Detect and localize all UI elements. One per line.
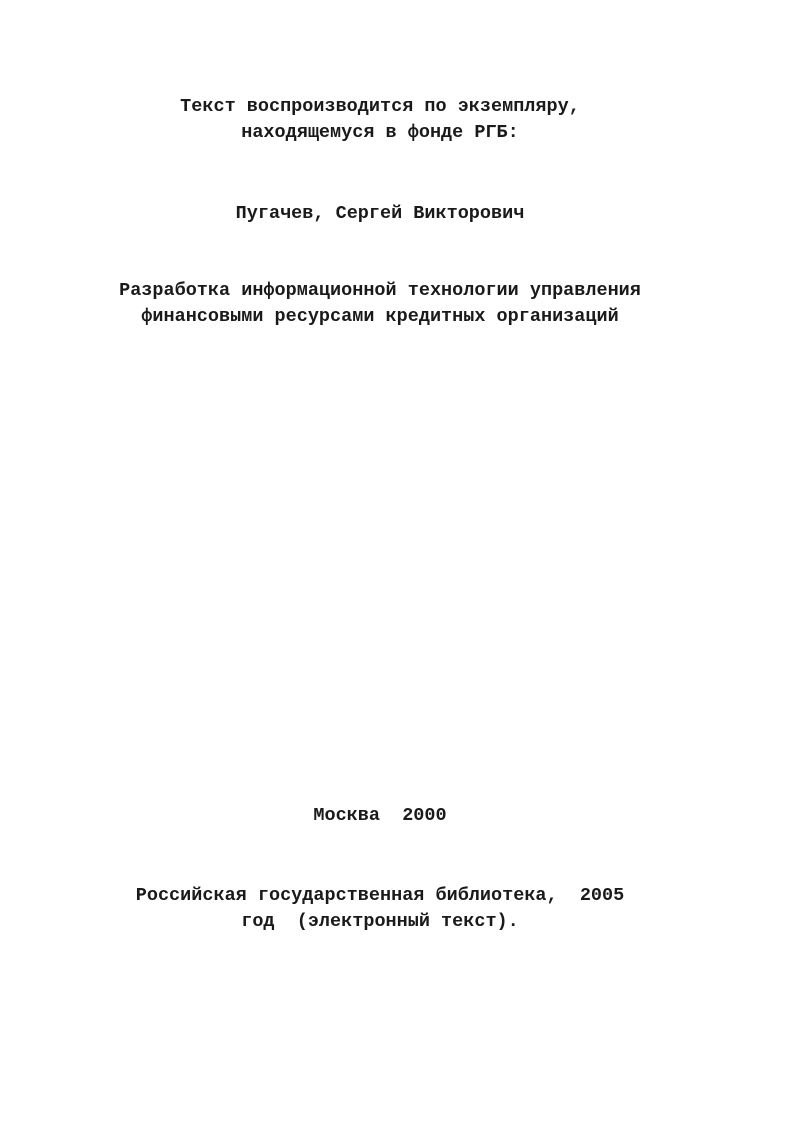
library-notice (0, 883, 760, 935)
reproduction-notice (0, 94, 760, 146)
author-name (0, 201, 760, 227)
work-title (0, 278, 760, 330)
place-and-year (0, 803, 760, 829)
work-title-line-1: Разработка информационной технологии управления (119, 280, 641, 301)
place-and-year-text: Москва 2000 (313, 805, 447, 826)
library-notice-line-2: год (электронный текст). (241, 911, 519, 932)
library-notice-line-1: Российская государственная библиотека, 2005 (135, 885, 625, 906)
author-name-text: Пугачев, Сергей Викторович (235, 203, 525, 224)
reproduction-notice-line-2: находящемуся в фонде РГБ: (241, 122, 519, 143)
reproduction-notice-line-1: Текст воспроизводится по экземпляру, (180, 96, 580, 117)
work-title-line-2: финансовыми ресурсами кредитных организаций (141, 306, 619, 327)
